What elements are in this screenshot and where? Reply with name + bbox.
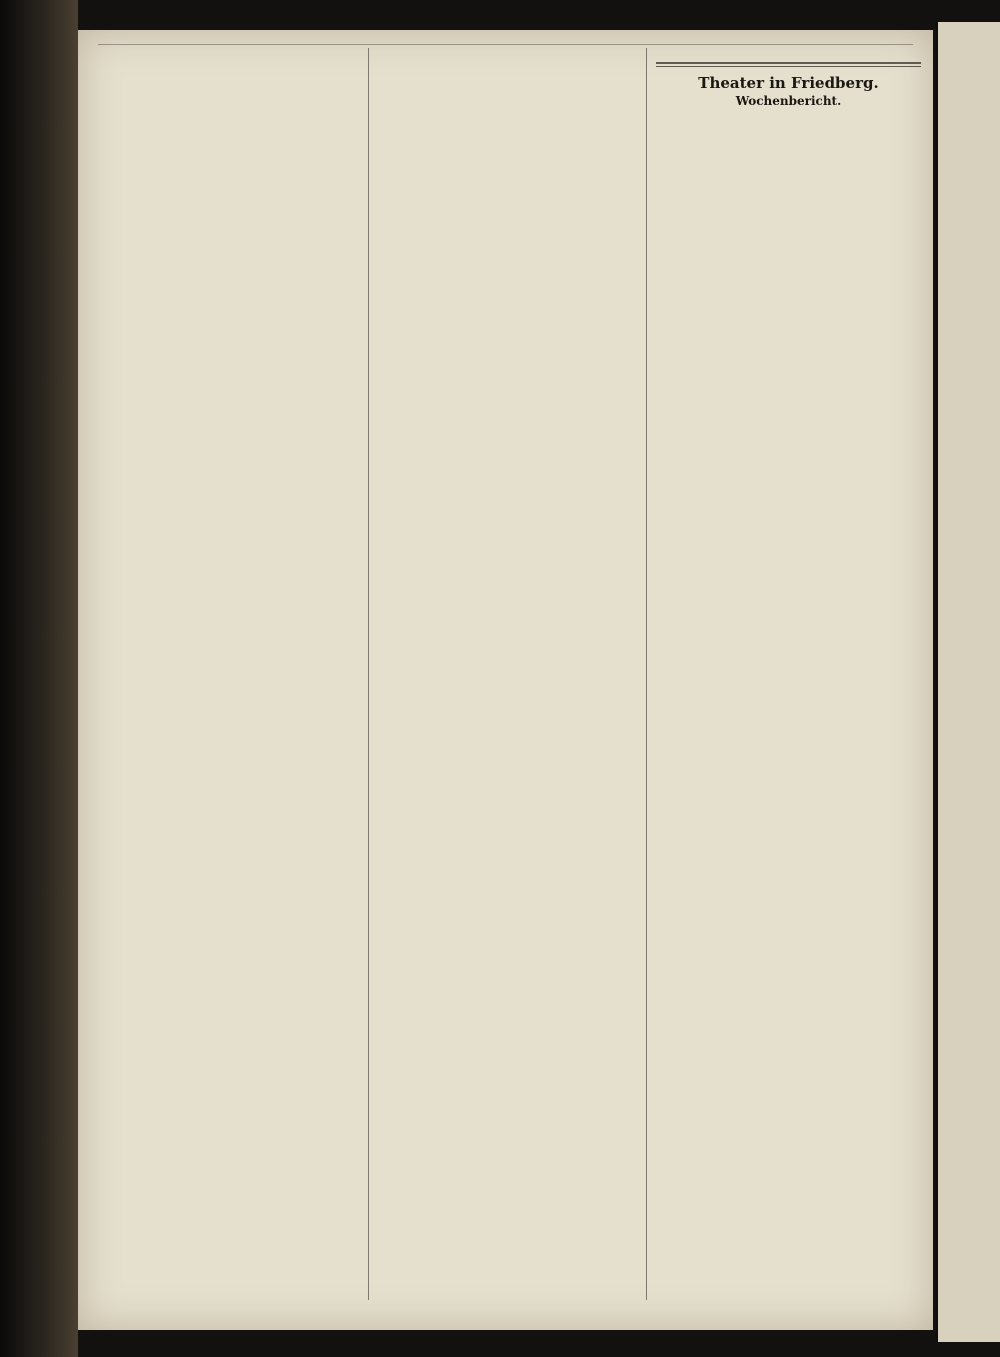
column-rule-2 bbox=[646, 48, 647, 1300]
facing-page-edge bbox=[936, 22, 1000, 1342]
newspaper-page bbox=[78, 30, 933, 1330]
theater-rule bbox=[656, 62, 921, 67]
column-3 bbox=[656, 56, 921, 109]
page-binding bbox=[0, 0, 78, 1357]
top-rule bbox=[98, 44, 913, 45]
theater-heading: Theater in Friedberg. bbox=[698, 74, 879, 92]
column-rule-1 bbox=[368, 48, 369, 1300]
theater-subheading: Wochenbericht. bbox=[735, 94, 842, 108]
